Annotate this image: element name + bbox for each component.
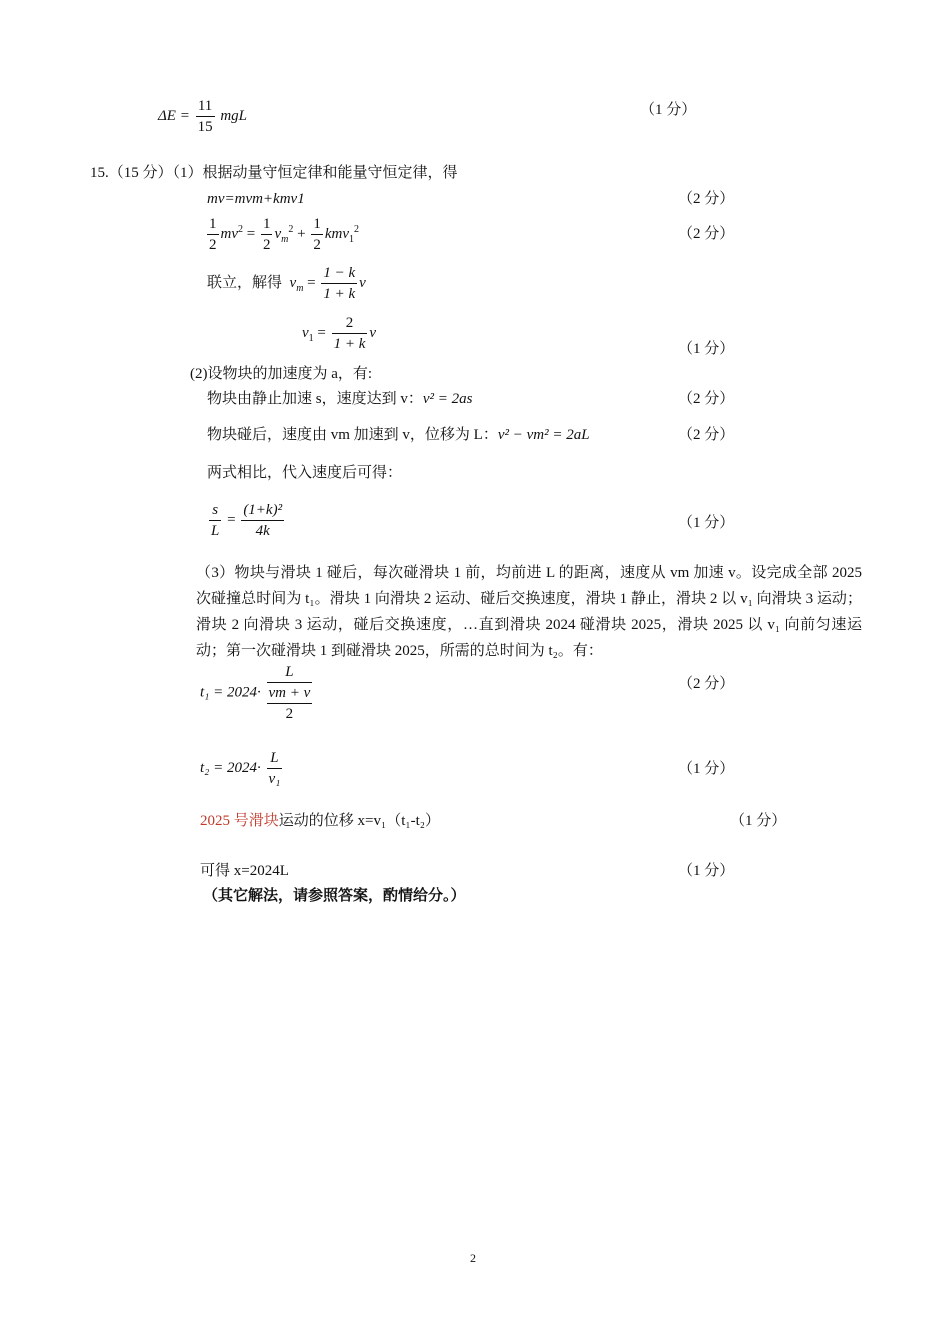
t2-frac-num: L: [267, 748, 283, 769]
score-displacement: （1 分）: [730, 813, 787, 829]
q15-header: [90, 163, 458, 183]
t2-lhs: t₂ = 2024·: [200, 759, 261, 776]
displacement-line: [200, 811, 440, 831]
page-number: 2: [470, 1251, 476, 1265]
vm-frac-num: 1 − k: [321, 263, 357, 284]
part2-eq2: v² − vm² = 2aL: [497, 427, 590, 443]
energy-frac-3-num: 1: [311, 214, 323, 235]
t1-inner-num: vm + v: [267, 683, 313, 704]
energy-frac-1-den: 2: [209, 237, 217, 253]
energy-equation: $\frac{1}{2}$ $mv^2$ = $\frac{1}{2}$ $v_m^2$ + $\frac{1}{2}$ kmv$_1^2$: [209, 216, 359, 253]
delta-e-frac-den: 15: [197, 119, 213, 135]
part2-line1: [207, 389, 472, 409]
v1-frac-num: 2: [332, 313, 368, 334]
score-delta-e: （1 分）: [640, 102, 697, 118]
momentum-equation: mv=mvm+kmv1: [207, 191, 305, 207]
delta-e-fraction: [196, 96, 215, 137]
t1-frac-num: L: [267, 662, 313, 683]
displacement-red-label: 2025 号滑块: [200, 813, 279, 829]
energy-frac-3-den: 2: [313, 237, 321, 253]
solve-v1: $v_1$ = $\frac{2}{1 + k}$ v: [302, 315, 377, 352]
part2-line2: [207, 425, 590, 445]
score-part2-line2: （2 分）: [678, 427, 735, 443]
ratio-rhs-num: (1+k)²: [241, 500, 284, 521]
part2-line2-text: 物块碰后，速度由 vm 加速到 v，位移为 L：: [207, 427, 498, 443]
t1-lhs: t₁ = 2024·: [200, 684, 261, 701]
ratio-rhs-den: 4k: [255, 523, 270, 539]
grading-note: （其它解法，请参照答案，酌情给分。）: [203, 888, 466, 904]
part3-paragraph: （3）物块与滑块 1 碰后，每次碰滑块 1 前，均前进 L 的距离，速度从 vm 加速 v。设完成全部 2025 次碰撞总时间为 t₁。滑块 1 向滑块 2 运动、碰后交换速度，滑块 1 静止，滑块 2 以 v₁ 向滑块 3 运动；滑块 2 向滑块 3 运动，碰后交换速度，…直到滑块 2024 碰滑块 2025，滑块 2025 以 v₁ 向前匀速运动；第一次碰滑块 1 到碰滑块 2025，所需的总时间为 t₂。有：: [196, 565, 862, 659]
ratio-equation: $\frac{s}{L}$ = $\frac{\text{(1+k)²}}{4k}$: [211, 502, 283, 539]
solve-vm: 联立，解得 $v_m$ = $\frac{1 - k}{1 + k}$ v: [207, 265, 366, 302]
t2-equation: [200, 748, 284, 789]
part2-intro: (2)设物块的加速度为 a，有:: [190, 366, 373, 382]
delta-e-tail: mgL: [220, 107, 248, 124]
t1-fraction: [267, 662, 313, 724]
energy-frac-1-num: 1: [207, 214, 219, 235]
solve-label: 联立，解得: [207, 274, 283, 291]
ratio-rhs: [241, 500, 284, 541]
energy-frac-2: [261, 214, 273, 255]
energy-frac-2-den: 2: [262, 237, 271, 253]
v1-fraction: [332, 313, 368, 354]
v1-frac-den: 1 + k: [333, 336, 366, 352]
score-part2-line1: （2 分）: [678, 391, 735, 407]
t1-inner-fraction: [267, 683, 313, 724]
part2-line3: 两式相比，代入速度后可得：: [207, 465, 403, 481]
part2-eq1: v² = 2as: [422, 391, 473, 407]
delta-e-frac-num: 11: [196, 96, 215, 117]
t1-equation: [200, 662, 314, 724]
score-energy: （2 分）: [678, 226, 735, 242]
q15-number: 15.: [90, 165, 109, 181]
part2-line1-text: 物块由静止加速 s，速度达到 v：: [207, 391, 423, 407]
t1-inner-den: 2: [285, 706, 294, 722]
ratio-lhs: [209, 500, 221, 541]
displacement-text: 运动的位移 x=v₁（t₁-t₂）: [278, 813, 440, 829]
score-t1: （2 分）: [678, 676, 735, 692]
energy-frac-2-num: 1: [261, 214, 273, 235]
q15-part1-label: （1）: [172, 165, 203, 181]
ratio-lhs-num: s: [209, 500, 221, 521]
ratio-lhs-den: L: [211, 523, 220, 539]
delta-e-equation: [158, 96, 247, 137]
vm-fraction: [321, 263, 357, 304]
q15-points: （15 分）: [108, 165, 173, 181]
result-line: 可得 x=2024L: [200, 863, 289, 879]
vm-frac-den: 1 + k: [323, 286, 356, 302]
score-v1: （1 分）: [678, 341, 735, 357]
score-t2: （1 分）: [678, 761, 735, 777]
delta-e-lhs: ΔE =: [158, 107, 190, 124]
score-result: （1 分）: [678, 863, 735, 879]
score-momentum: （2 分）: [678, 191, 735, 207]
q15-part1-intro: 根据动量守恒定律和能量守恒定律，得: [202, 165, 458, 181]
t2-frac-den: v₁: [268, 771, 281, 787]
t2-fraction: [267, 748, 283, 789]
score-ratio: （1 分）: [678, 515, 735, 531]
energy-frac-1: [207, 214, 219, 255]
energy-frac-3: [311, 214, 323, 255]
